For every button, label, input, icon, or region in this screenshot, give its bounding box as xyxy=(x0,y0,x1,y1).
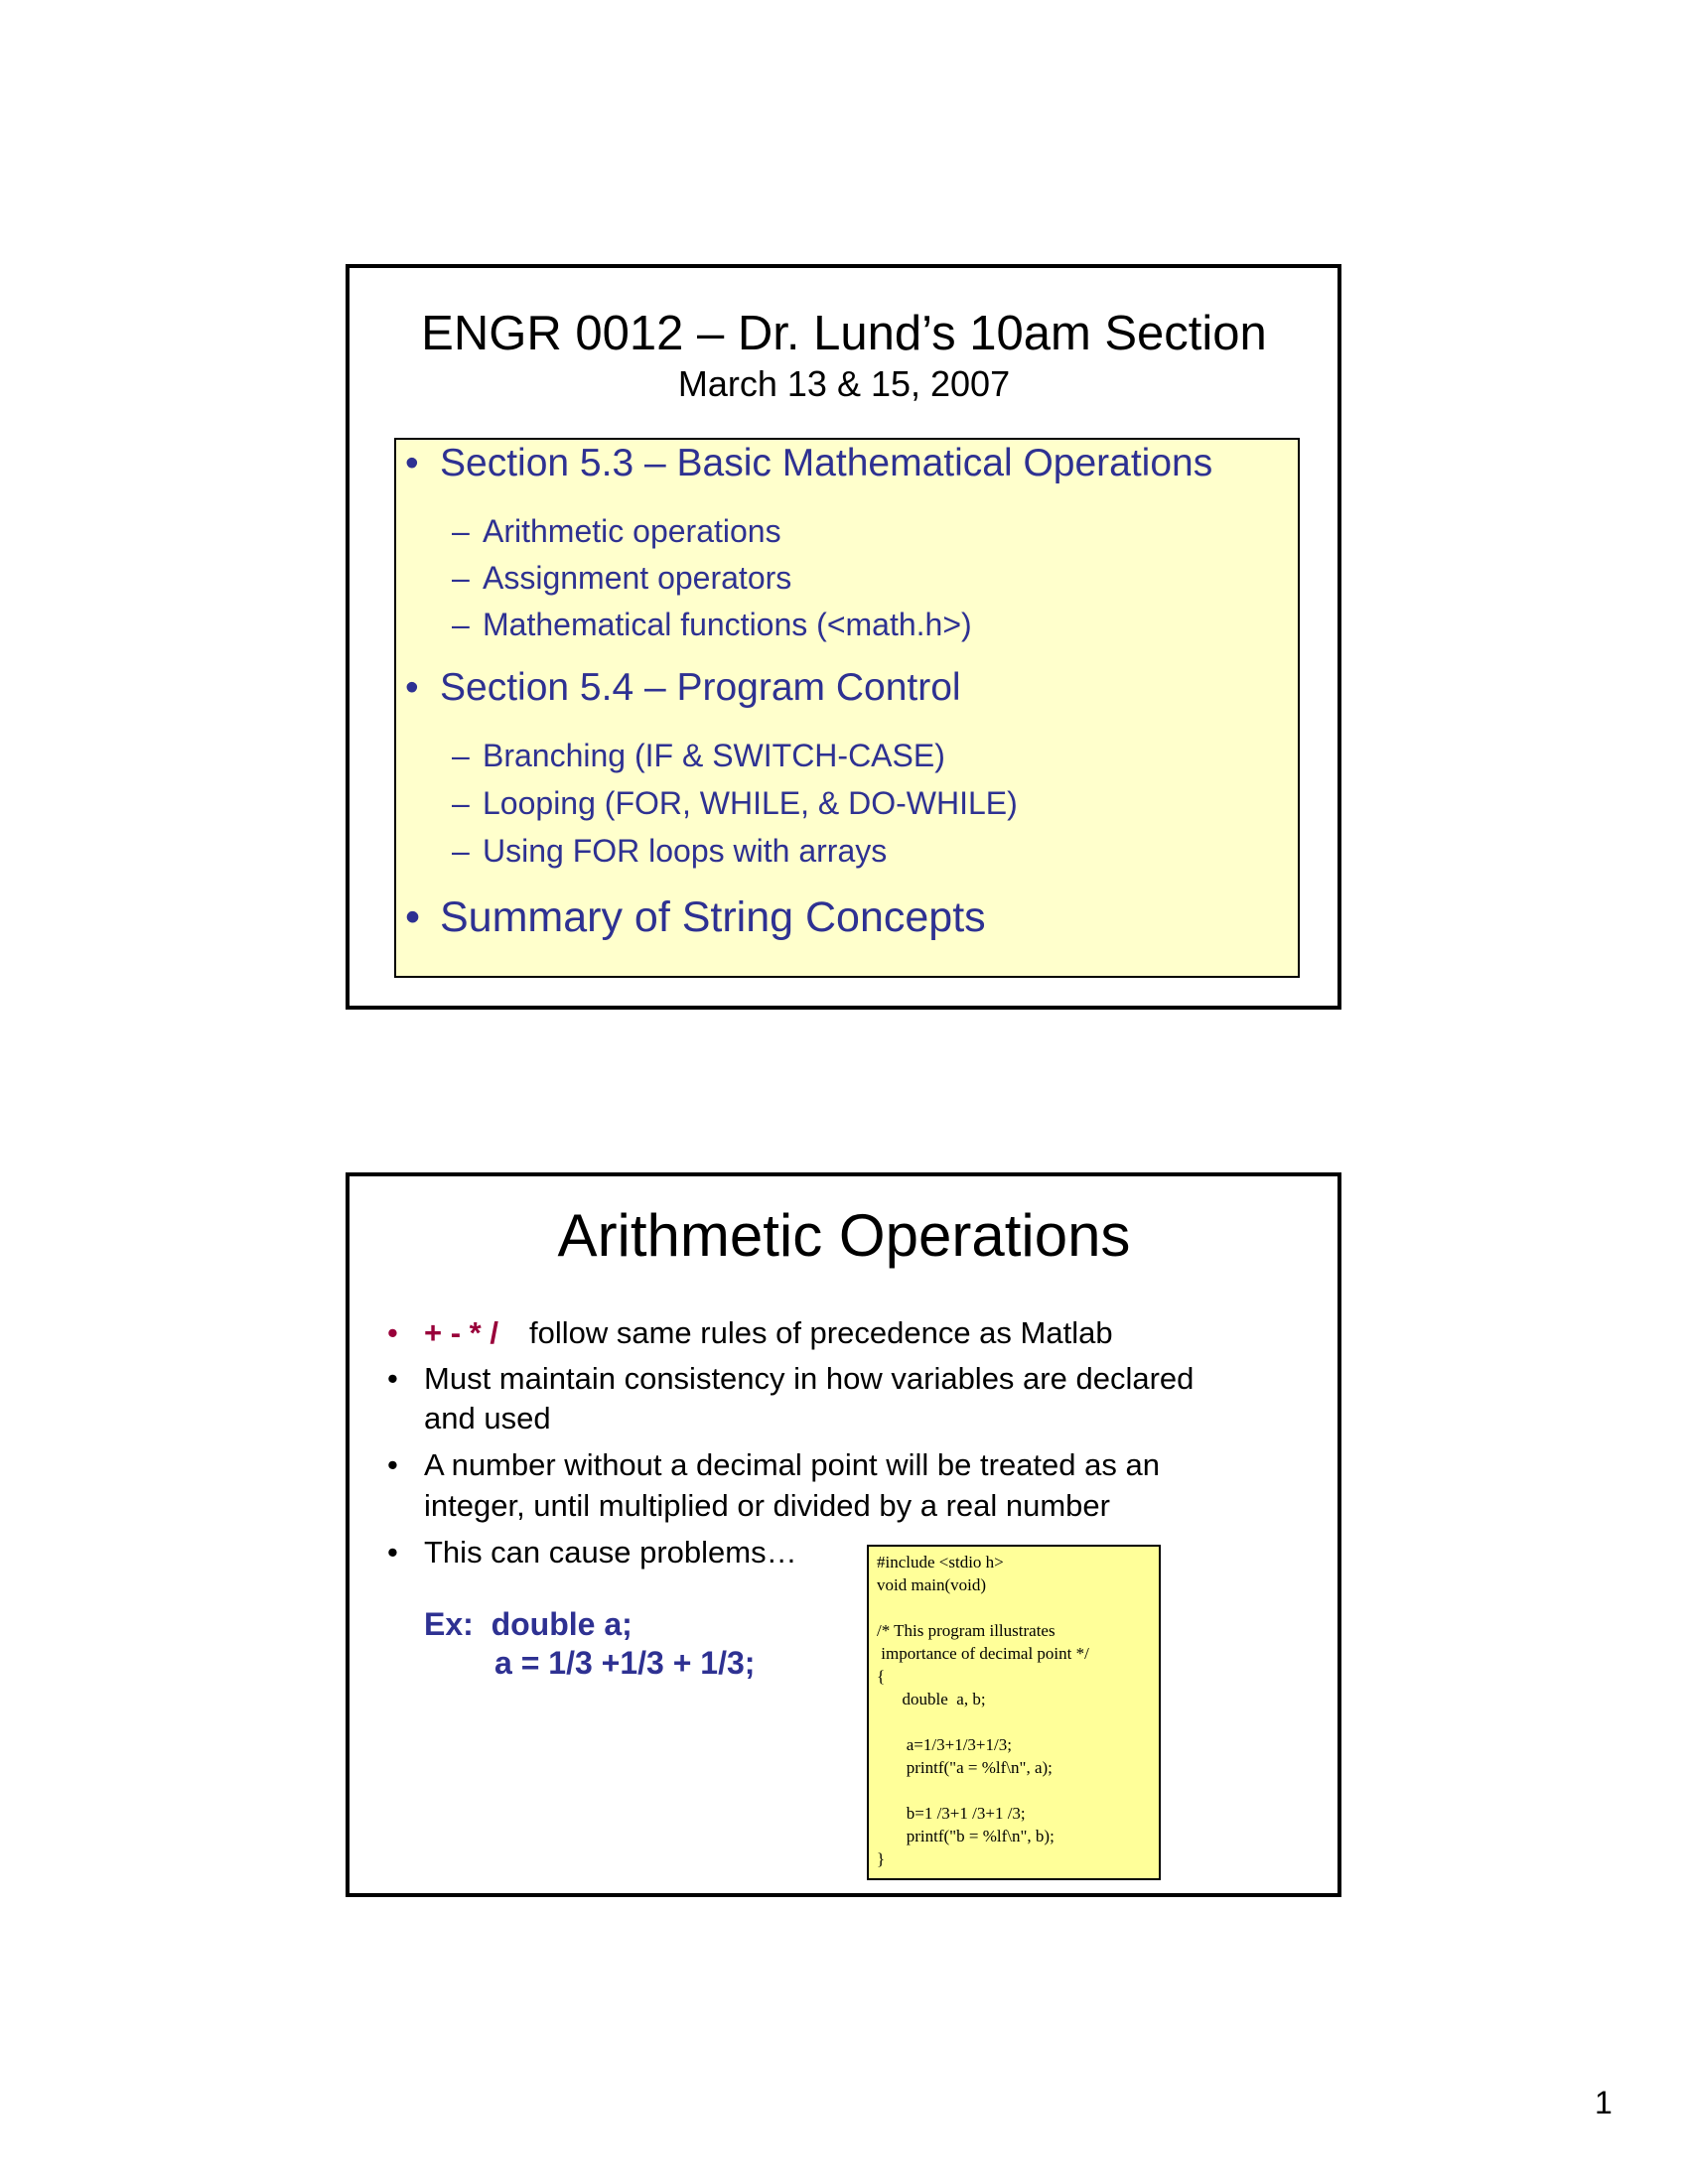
code-line: b=1 /3+1 /3+1 /3; xyxy=(877,1804,1026,1823)
bullet-text: follow same rules of precedence as Matlab xyxy=(529,1315,1113,1350)
code-line: } xyxy=(877,1849,886,1868)
agenda-subitem: Arithmetic operations xyxy=(483,513,781,549)
dash-icon: – xyxy=(452,560,470,596)
agenda-subitem: Mathematical functions (<math.h>) xyxy=(483,607,972,642)
bullet-text: and used xyxy=(424,1401,551,1435)
dash-icon: – xyxy=(452,785,470,821)
bullet-text: integer, until multiplied or divided by a real number xyxy=(424,1488,1110,1523)
code-line xyxy=(877,1710,1159,1733)
bullet-icon: • xyxy=(387,1315,398,1350)
code-line: printf("a = %lf\n", a); xyxy=(877,1758,1053,1777)
page-number: 1 xyxy=(1595,2085,1613,2120)
agenda-subitem: Branching (IF & SWITCH-CASE) xyxy=(483,738,945,773)
agenda-subitem: Using FOR loops with arrays xyxy=(483,833,888,869)
bullet-text: This can cause problems… xyxy=(424,1535,797,1570)
bullet-icon: • xyxy=(405,442,419,484)
code-line: { xyxy=(877,1667,886,1686)
code-sample-box xyxy=(867,1545,1161,1880)
code-line xyxy=(877,1596,1159,1619)
example-line-2: a = 1/3 +1/3 + 1/3; xyxy=(494,1645,756,1681)
bullet-text: Must maintain consistency in how variables are declared xyxy=(424,1361,1195,1396)
code-line: void main(void) xyxy=(877,1575,987,1594)
bullet-icon: • xyxy=(387,1361,398,1396)
code-line: a=1/3+1/3+1/3; xyxy=(877,1735,1012,1754)
code-line xyxy=(877,1779,1159,1802)
agenda-item-string-summary: Summary of String Concepts xyxy=(440,893,986,941)
agenda-subitem: Looping (FOR, WHILE, & DO-WHILE) xyxy=(483,785,1018,821)
example-line-1: Ex: double a; xyxy=(424,1606,633,1642)
bullet-icon: • xyxy=(387,1535,398,1570)
code-line: importance of decimal point */ xyxy=(877,1644,1089,1663)
operators-text: + - * / xyxy=(424,1315,498,1350)
slide-2-title: Arithmetic Operations xyxy=(557,1202,1131,1269)
code-line: #include <stdio h> xyxy=(877,1553,1004,1571)
code-line: /* This program illustrates xyxy=(877,1621,1055,1640)
dash-icon: – xyxy=(452,738,470,773)
code-line: printf("b = %lf\n", b); xyxy=(877,1827,1055,1845)
dash-icon: – xyxy=(452,607,470,642)
dash-icon: – xyxy=(452,513,470,549)
bullet-icon: • xyxy=(405,666,419,709)
code-line: double a, b; xyxy=(877,1690,986,1708)
dash-icon: – xyxy=(452,833,470,869)
slide-1-title: ENGR 0012 – Dr. Lund’s 10am Section xyxy=(421,307,1267,360)
bullet-icon: • xyxy=(405,893,421,941)
agenda-subitem: Assignment operators xyxy=(483,560,792,596)
slide-1-date: March 13 & 15, 2007 xyxy=(677,363,1011,404)
agenda-item-section-5-3: Section 5.3 – Basic Mathematical Operations xyxy=(440,442,1213,484)
agenda-item-section-5-4: Section 5.4 – Program Control xyxy=(440,666,961,709)
bullet-text: A number without a decimal point will be treated as an xyxy=(424,1447,1160,1482)
bullet-icon: • xyxy=(387,1447,398,1482)
